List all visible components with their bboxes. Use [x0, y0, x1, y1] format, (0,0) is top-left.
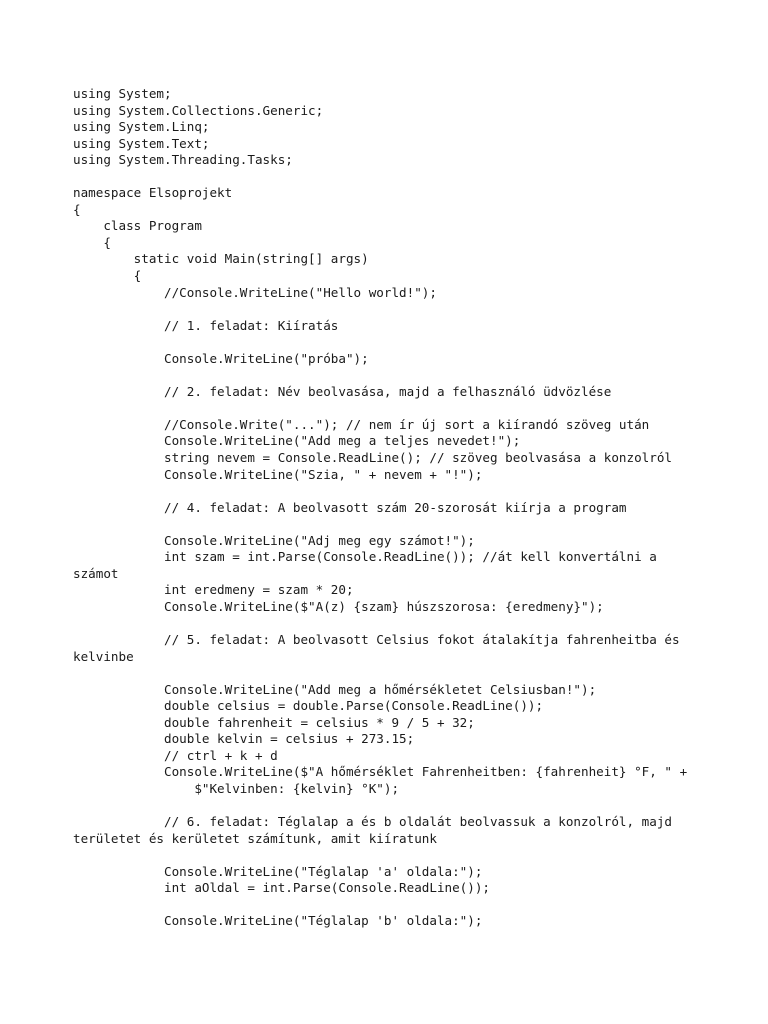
code-line: { [73, 268, 142, 284]
code-line: // 1. feladat: Kiíratás [73, 317, 339, 333]
code-line: string nevem = Console.ReadLine(); // szöveg beolvasása a konzolról [73, 450, 672, 466]
code-line: using System.Collections.Generic; [73, 102, 324, 118]
code-line: Console.WriteLine("Szia, " + nevem + "!"); [73, 466, 483, 482]
code-line: $"Kelvinben: {kelvin} °K"); [73, 780, 400, 796]
code-listing [73, 86, 733, 930]
code-line: // 5. feladat: A beolvasott Celsius fokot átalakítja fahrenheitba és [73, 632, 680, 648]
code-line: Console.WriteLine("próba"); [73, 350, 369, 366]
code-line [73, 334, 733, 351]
code-line [73, 616, 733, 633]
code-line [73, 798, 733, 815]
code-line: Console.WriteLine("Adj meg egy számot!"); [73, 532, 475, 548]
code-line: static void Main(string[] args) [73, 251, 369, 267]
code-line: using System.Text; [73, 135, 210, 151]
code-line: Console.WriteLine("Téglalap 'b' oldala:"); [73, 913, 483, 929]
code-line: //Console.Write("..."); // nem ír új sort a kiírandó szöveg után [73, 416, 650, 432]
code-line: double fahrenheit = celsius * 9 / 5 + 32; [73, 714, 475, 730]
code-line [73, 400, 733, 417]
code-line: { [73, 234, 111, 250]
code-line: Console.WriteLine($"A(z) {szam} húszszorosa: {eredmeny}"); [73, 598, 604, 614]
code-line: területet és kerületet számítunk, amit kiíratunk [73, 830, 437, 846]
code-line [73, 516, 733, 533]
code-line: int eredmeny = szam * 20; [73, 582, 354, 598]
code-line: Console.WriteLine($"A hőmérséklet Fahrenheitben: {fahrenheit} °F, " + [73, 764, 688, 780]
code-line [73, 897, 733, 914]
code-line: { [73, 201, 81, 217]
code-line: int szam = int.Parse(Console.ReadLine()); //át kell konvertálni a [73, 549, 657, 565]
code-line: Console.WriteLine("Add meg a teljes nevedet!"); [73, 433, 521, 449]
code-line: Console.WriteLine("Add meg a hőmérsékletet Celsiusban!"); [73, 681, 597, 697]
code-line: //Console.WriteLine("Hello world!"); [73, 284, 437, 300]
code-line: class Program [73, 218, 202, 234]
code-line: // 6. feladat: Téglalap a és b oldalát beolvassuk a konzolról, majd [73, 814, 672, 830]
code-line: double celsius = double.Parse(Console.ReadLine()); [73, 698, 544, 714]
code-line: using System; [73, 86, 172, 101]
code-line: double kelvin = celsius + 273.15; [73, 731, 415, 747]
code-line: // 4. feladat: A beolvasott szám 20-szorosát kiírja a program [73, 499, 627, 515]
code-line: Console.WriteLine("Téglalap 'a' oldala:"); [73, 863, 483, 879]
code-line: // ctrl + k + d [73, 747, 278, 763]
code-line: számot [73, 565, 119, 581]
code-line [73, 301, 733, 318]
code-line: using System.Threading.Tasks; [73, 152, 293, 168]
code-line [73, 847, 733, 864]
code-line: int aOldal = int.Parse(Console.ReadLine()); [73, 880, 491, 896]
code-line [73, 483, 733, 500]
code-line: // 2. feladat: Név beolvasása, majd a felhasználó üdvözlése [73, 383, 612, 399]
code-line [73, 169, 733, 186]
code-line: using System.Linq; [73, 119, 210, 135]
code-line [73, 367, 733, 384]
code-line: namespace Elsoprojekt [73, 185, 233, 201]
code-line: kelvinbe [73, 648, 134, 664]
code-line [73, 665, 733, 682]
